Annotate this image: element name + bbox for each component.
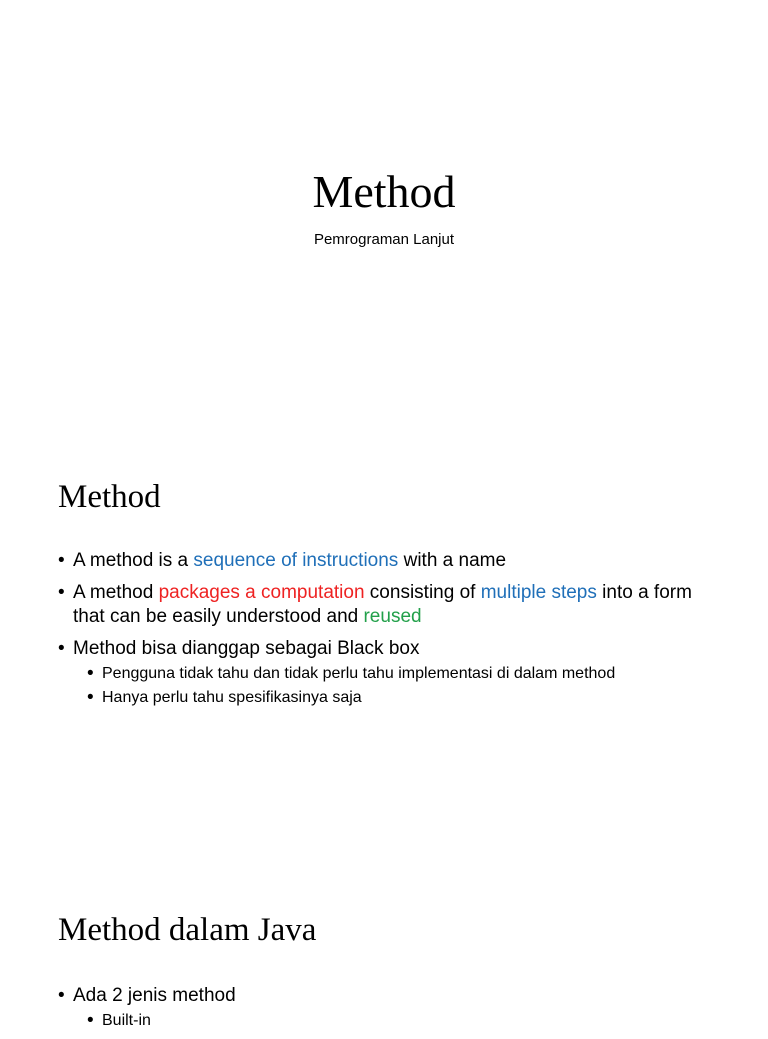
bullet-icon: • [58, 985, 65, 1006]
list-item [87, 663, 718, 684]
text-run: Method bisa dianggap sebagai Black box [73, 638, 420, 659]
highlight-text: packages a computation [158, 582, 365, 603]
slide-subtitle: Pemrograman Lanjut [313, 231, 455, 248]
text-run: A method is a [73, 550, 194, 571]
highlight-text: multiple steps [480, 582, 597, 603]
bullet-icon: • [58, 550, 65, 571]
bullet-list [58, 984, 718, 1039]
highlight-text: sequence of instructions [193, 550, 399, 571]
bullet-icon: • [87, 1010, 94, 1031]
list-item [58, 637, 718, 708]
list-item [87, 687, 718, 708]
text-run: into a form that can be easily understood and [73, 582, 692, 627]
title-slide [0, 0, 768, 432]
slide-title: Method [312, 166, 456, 217]
bullet-icon: • [87, 687, 94, 708]
text-run: Ada 2 jenis method [73, 985, 236, 1006]
text-run: Built-in [102, 1012, 151, 1029]
list-item [58, 549, 718, 573]
sub-bullet-list [87, 1010, 718, 1031]
text-run: A method [73, 582, 159, 603]
slide-title: Method dalam Java [58, 912, 317, 948]
list-item [58, 581, 718, 629]
bullet-icon: • [87, 663, 94, 684]
text-run: with a name [398, 550, 507, 571]
highlight-text: reused [363, 606, 422, 627]
sub-bullet-list [87, 663, 718, 708]
slide-title: Method [58, 479, 161, 515]
bullet-list [58, 549, 718, 716]
text-run: Pengguna tidak tahu dan tidak perlu tahu implementasi di dalam method [102, 665, 616, 682]
text-run: Hanya perlu tahu spesifikasinya saja [102, 689, 362, 706]
list-item [87, 1010, 718, 1031]
method-java-slide [0, 864, 768, 1031]
method-slide [0, 432, 768, 864]
bullet-icon: • [58, 638, 65, 659]
text-run: consisting of [364, 582, 481, 603]
bullet-icon: • [58, 582, 65, 603]
